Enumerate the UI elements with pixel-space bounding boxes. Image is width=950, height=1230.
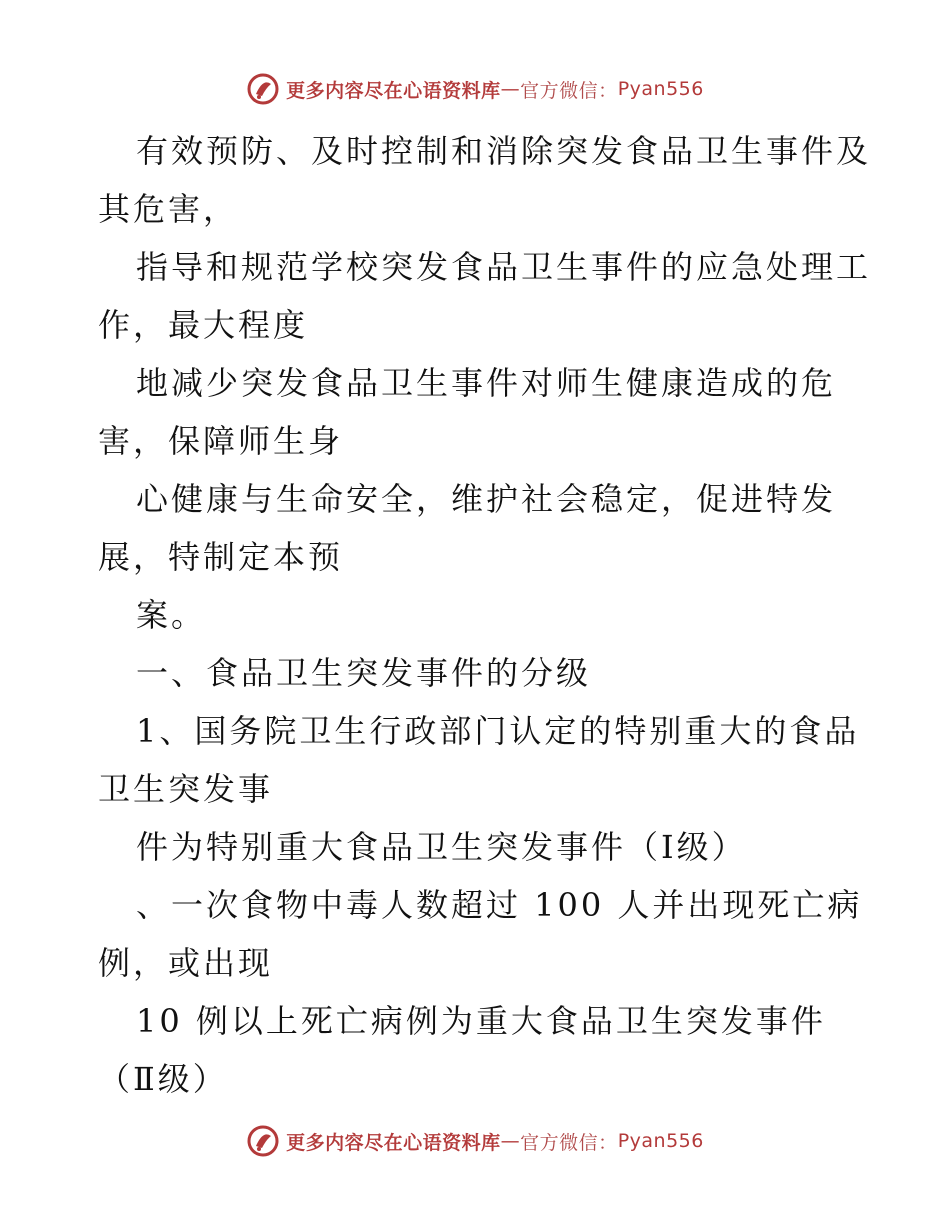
text-line: 展，特制定本预 (98, 538, 344, 576)
watermark-separator: — (500, 1130, 521, 1152)
text-line: 作，最大程度 (98, 306, 309, 344)
section-heading: 一、食品卫生突发事件的分级 (136, 654, 592, 692)
watermark-wechat-label: 官方微信： (520, 79, 618, 102)
text-line: 地减少突发食品卫生事件对师生健康造成的危 (136, 364, 837, 402)
watermark-brand-text: 更多内容尽在心语资料库 (286, 79, 501, 102)
text-line: 心健康与生命安全，维护社会稳定，促进特发 (136, 480, 837, 518)
watermark-wechat-id: Pyan556 (617, 1130, 704, 1152)
text-line: 其危害， (98, 190, 239, 228)
watermark-separator: — (500, 78, 521, 100)
text-line: 案。 (136, 596, 207, 634)
footer-watermark (0, 1124, 950, 1158)
text-line: 卫生突发事 (98, 770, 274, 808)
brand-logo-icon (246, 1124, 280, 1158)
watermark-wechat-label: 官方微信： (520, 1131, 618, 1154)
watermark-brand-text: 更多内容尽在心语资料库 (286, 1131, 501, 1154)
text-line: 、一次食物中毒人数超过 100 人并出现死亡病 (136, 886, 863, 924)
text-line: 10 例以上死亡病例为重大食品卫生突发事件 (136, 1002, 826, 1040)
text-line: 有效预防、及时控制和消除突发食品卫生事件及 (136, 132, 872, 170)
text-line: 害，保障师生身 (98, 422, 344, 460)
document-body (98, 122, 872, 1108)
text-line: 例，或出现 (98, 944, 274, 982)
brand-logo-icon (246, 72, 280, 106)
watermark-wechat-id: Pyan556 (617, 78, 704, 100)
text-line: 1、国务院卫生行政部门认定的特别重大的食品 (136, 712, 860, 750)
text-line: 指导和规范学校突发食品卫生事件的应急处理工 (136, 248, 872, 286)
text-line: 件为特别重大食品卫生突发事件（Ⅰ级） (136, 828, 747, 866)
header-watermark (0, 72, 950, 106)
text-line: （Ⅱ级） (98, 1060, 228, 1098)
